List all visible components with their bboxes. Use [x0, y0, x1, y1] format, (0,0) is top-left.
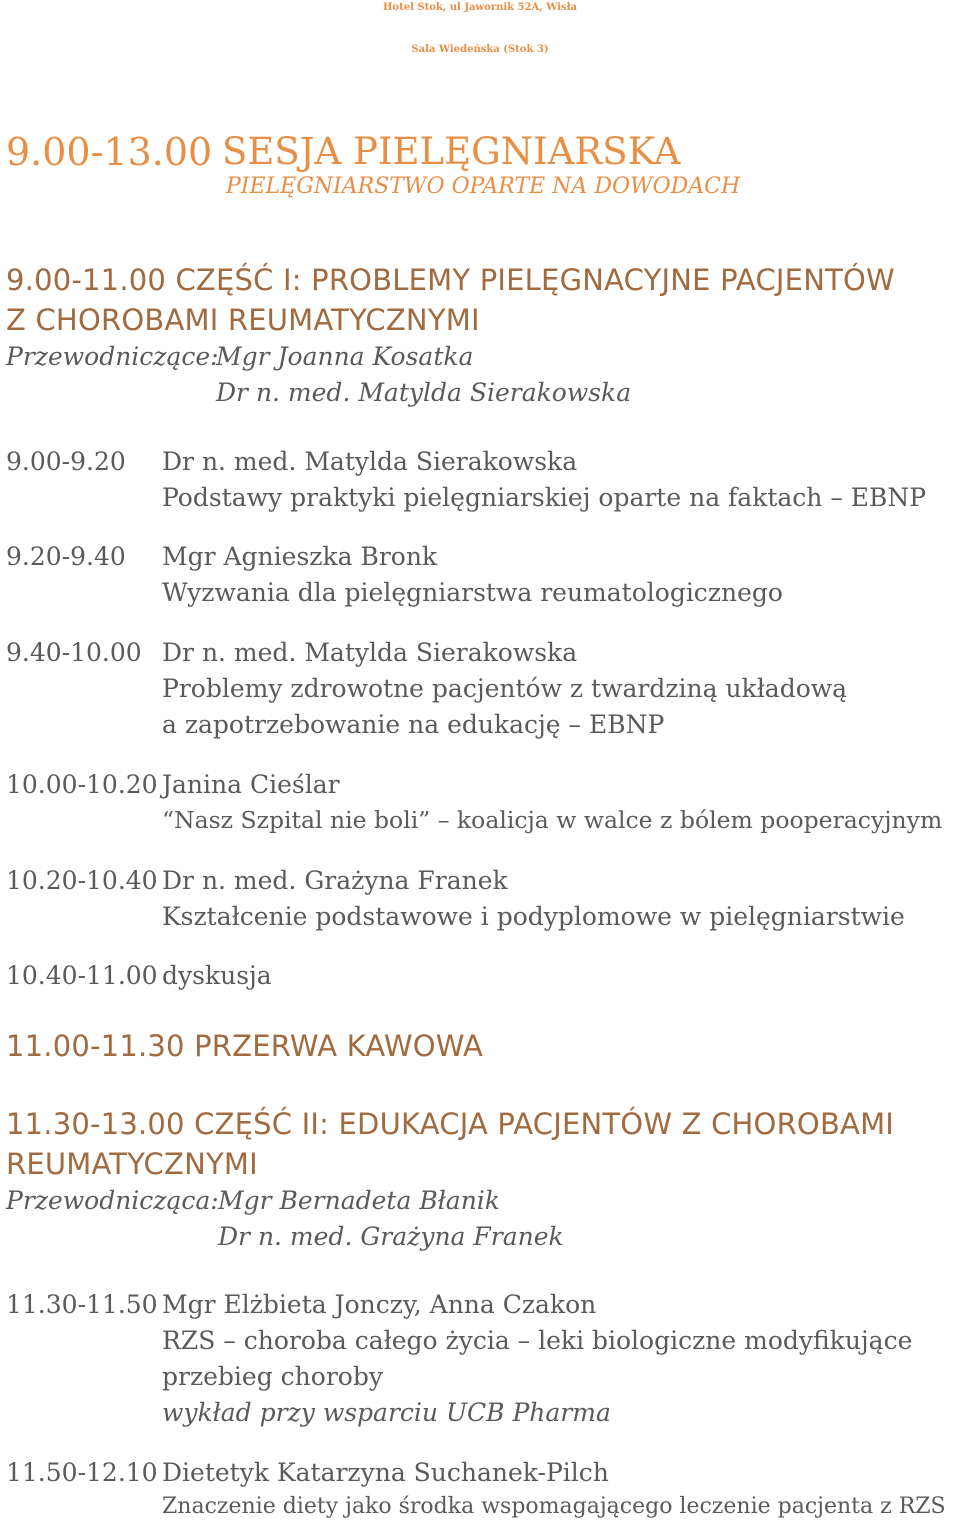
talk-time: 10.20-10.40: [6, 866, 158, 895]
talk-time: 9.40-10.00: [6, 638, 142, 667]
session-time: 9.00-13.00: [6, 130, 213, 174]
part1-heading-line2: Z CHOROBAMI REUMATYCZNYMI: [6, 303, 480, 337]
part2-chair-2: Dr n. med. Grażyna Franek: [218, 1222, 564, 1251]
talk-speaker: Dietetyk Katarzyna Suchanek-Pilch: [162, 1458, 609, 1487]
talk-title: “Nasz Szpital nie boli” – koalicja w walce z bólem pooperacyjnym: [162, 806, 943, 834]
talk-title-cont: przebieg choroby: [162, 1362, 383, 1391]
part1-chair-label: Przewodniczące:: [6, 342, 219, 371]
session-title: SESJA PIELĘGNIARSKA: [222, 130, 681, 173]
break-heading: 11.00-11.30 PRZERWA KAWOWA: [6, 1029, 484, 1063]
session-subtitle: PIELĘGNIARSTWO OPARTE NA DOWODACH: [226, 174, 741, 199]
talk-title: Znaczenie diety jako środka wspomagającego leczenie pacjenta z RZS: [162, 1494, 946, 1519]
venue-line-1: Hotel Stok, ul Jawornik 52A, Wisła: [382, 2, 578, 13]
talk-speaker: Mgr Elżbieta Jonczy, Anna Czakon: [162, 1290, 597, 1319]
talk-title: Kształcenie podstawowe i podyplomowe w pielęgniarstwie: [162, 902, 905, 931]
talk-time: 11.50-12.10: [6, 1458, 158, 1487]
talk-speaker: Dr n. med. Matylda Sierakowska: [162, 638, 578, 667]
talk-title-cont: a zapotrzebowanie na edukację – EBNP: [162, 710, 665, 739]
talk-time: 9.00-9.20: [6, 447, 126, 476]
part2-heading-line2: REUMATYCZNYMI: [6, 1147, 258, 1181]
part1-chair-1: Mgr Joanna Kosatka: [216, 342, 474, 371]
talk-speaker: Dr n. med. Matylda Sierakowska: [162, 447, 578, 476]
talk-time: 11.30-11.50: [6, 1290, 158, 1319]
part1-chair-2: Dr n. med. Matylda Sierakowska: [216, 378, 632, 407]
talk-time: 10.40-11.00: [6, 961, 158, 990]
talk-sponsor-note: wykład przy wsparciu UCB Pharma: [162, 1398, 611, 1427]
talk-speaker: dyskusja: [162, 961, 272, 990]
talk-speaker: Dr n. med. Grażyna Franek: [162, 866, 508, 895]
part2-chair-label: Przewodnicząca:: [6, 1186, 219, 1215]
talk-speaker: Mgr Agnieszka Bronk: [162, 542, 438, 571]
talk-time: 9.20-9.40: [6, 542, 126, 571]
talk-title: Wyzwania dla pielęgniarstwa reumatologicznego: [162, 578, 783, 607]
talk-title: RZS – choroba całego życia – leki biologiczne modyfikujące: [162, 1326, 913, 1355]
talk-title: Problemy zdrowotne pacjentów z twardziną układową: [162, 674, 848, 703]
part2-chair-1: Mgr Bernadeta Błanik: [218, 1186, 500, 1215]
talk-title: Podstawy praktyki pielęgniarskiej oparte na faktach – EBNP: [162, 483, 927, 512]
talk-speaker: Janina Cieślar: [162, 770, 340, 799]
venue-line-2: Sala Wiedeńska (Stok 3): [411, 44, 549, 55]
part2-heading-line1: 11.30-13.00 CZĘŚĆ II: EDUKACJA PACJENTÓW Z CHOROBAMI: [6, 1107, 895, 1141]
part1-heading-line1: 9.00-11.00 CZĘŚĆ I: PROBLEMY PIELĘGNACYJNE PACJENTÓW: [6, 263, 895, 297]
talk-time: 10.00-10.20: [6, 770, 158, 799]
